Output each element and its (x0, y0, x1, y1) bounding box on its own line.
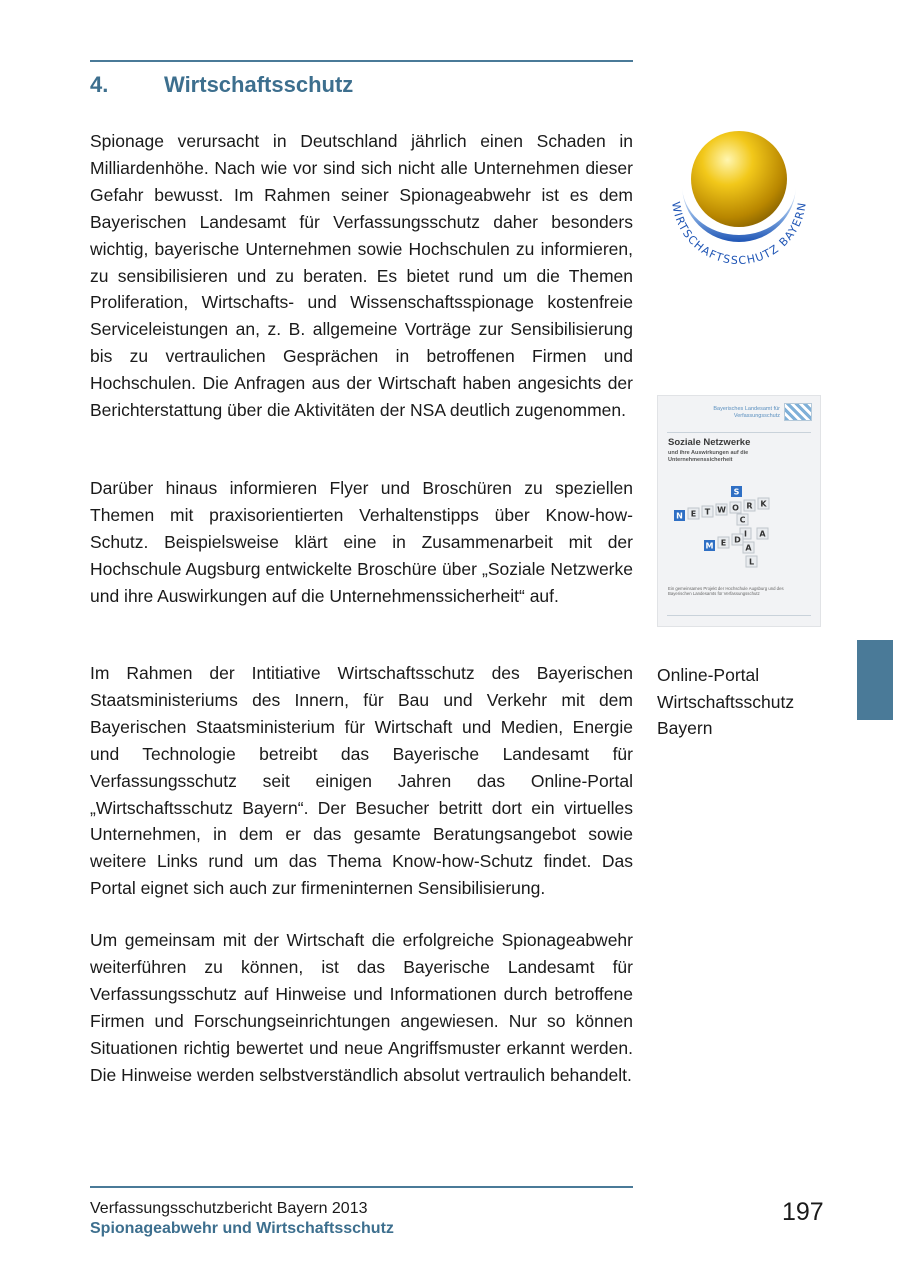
svg-text:E: E (720, 538, 727, 548)
svg-text:O: O (732, 503, 739, 513)
section-title: Wirtschaftsschutz (164, 72, 354, 97)
top-rule (90, 60, 633, 62)
brochure-bottom-divider (667, 615, 811, 616)
margin-note-line-3: Bayern (657, 718, 713, 738)
margin-note (657, 662, 794, 742)
section-number: 4. (90, 72, 109, 97)
cube-column-social (731, 486, 757, 567)
margin-note-line-2: Wirtschaftsschutz (657, 691, 795, 712)
paragraph-2: Darüber hinaus informieren Flyer und Broschüren zu speziellen Themen mit praxisorientierten Verhaltenstipps über Know-how-Schutz. Beispielsweise klärt eine in Zusammenarbeit mit der Hochschule Augsburg entwickelte Broschüre über „Soziale Netzwerke und ihre Auswirkungen auf die Unternehmenssicherheit“ auf. (90, 478, 633, 606)
brochure-footer-text: Ein gemeinsames Projekt der Hochschule Augsburg und des Bayerischen Landesamts für Verfassungsschutz (668, 586, 784, 597)
svg-text:N: N (676, 511, 683, 521)
svg-text:W: W (717, 505, 726, 515)
svg-text:T: T (704, 507, 711, 517)
svg-text:A: A (759, 529, 766, 539)
brochure-divider (667, 432, 811, 433)
seal-text: WIRTSCHAFTSSCHUTZ BAYERN (668, 200, 809, 268)
cube-row-media (704, 528, 768, 551)
bavaria-flag-icon (784, 403, 812, 421)
wirtschaftsschutz-seal-logo (664, 127, 814, 272)
svg-text:K: K (760, 499, 767, 509)
letter-cubes-image (668, 480, 808, 570)
brochure-cover (657, 395, 821, 627)
footer-chapter-title: Spionageabwehr und Wirtschaftsschutz (90, 1220, 394, 1237)
footer-report-title: Verfassungsschutzbericht Bayern 2013 (90, 1200, 368, 1217)
paragraph-3: Im Rahmen der Intitiative Wirtschaftsschutz des Bayerischen Staatsministeriums des Innern, für Bau und Verkehr mit dem Bayerischen Staatsministerium für Wirtschaft und Medien, Energie und Technologie betreibt das Bayerische Landesamt für Verfassungsschutz seit einigen Jahren das Online-Portal „Wirtschaftsschutz Bayern“. Der Besucher betritt dort ein virtuelles Unternehmen, in dem er das gesamte Beratungsangebot sowie weitere Links rund um das Thema Know-how-Schutz findet. Das Portal eignet sich auch zur firmeninternen Sensibilisierung. (90, 663, 633, 899)
cube-row-network (674, 498, 769, 521)
svg-text:L: L (748, 557, 755, 567)
page-number: 197 (782, 1198, 824, 1226)
brochure-subtitle: und ihre Auswirkungen auf die Unternehmenssicherheit (668, 450, 749, 463)
svg-text:E: E (690, 509, 697, 519)
svg-text:A: A (745, 543, 752, 553)
chapter-tab-marker (857, 640, 893, 720)
svg-text:R: R (746, 501, 753, 511)
margin-note-line-1: Online-Portal (657, 665, 760, 685)
svg-text:C: C (739, 515, 746, 525)
svg-text:D: D (734, 535, 741, 545)
svg-text:M: M (705, 541, 714, 551)
svg-text:I: I (744, 529, 747, 539)
paragraph-1: Spionage verursacht in Deutschland jährlich einen Schaden in Milliardenhöhe. Nach wie vor sind sich nicht alle Unternehmen dieser Gefahr bewusst. Im Rahmen seiner Spionageabwehr ist es dem Bayerischen Landesamt für Verfassungsschutz daher besonders wichtig, bayerische Unternehmen sowie Hochschulen zu informieren, zu sensibilisieren und zu beraten. Es bietet rund um die Themen Proliferation, Wirtschafts- und Wissenschaftsspionage kostenfreie Serviceleistungen an, z. B. allgemeine Vorträge zur Sensibilisierung bis zu vertraulichen Gesprächen in betroffenen Firmen und Hochschulen. Die Anfragen aus der Wirtschaft haben angesichts der Berichterstattung über die Aktivitäten der NSA deutlich zugenommen. (90, 131, 633, 421)
svg-text:S: S (733, 487, 740, 497)
brochure-title: Soziale Netzwerke (668, 437, 751, 448)
section-heading (90, 72, 353, 98)
brochure-publisher: Bayerisches Landesamt für Verfassungsschutz (713, 406, 780, 419)
paragraph-4: Um gemeinsam mit der Wirtschaft die erfolgreiche Spionageabwehr weiterführen zu können, ist das Bayerische Landesamt für Verfassungsschutz auf Hinweise und Informationen durch betroffene Firmen und Forschungseinrichtungen angewiesen. Nur so können Situationen richtig bewertet und neue Angriffsmuster erkannt werden. Die Hinweise werden selbstverständlich absolut vertraulich behandelt. (90, 930, 633, 1085)
bottom-rule (90, 1186, 633, 1188)
